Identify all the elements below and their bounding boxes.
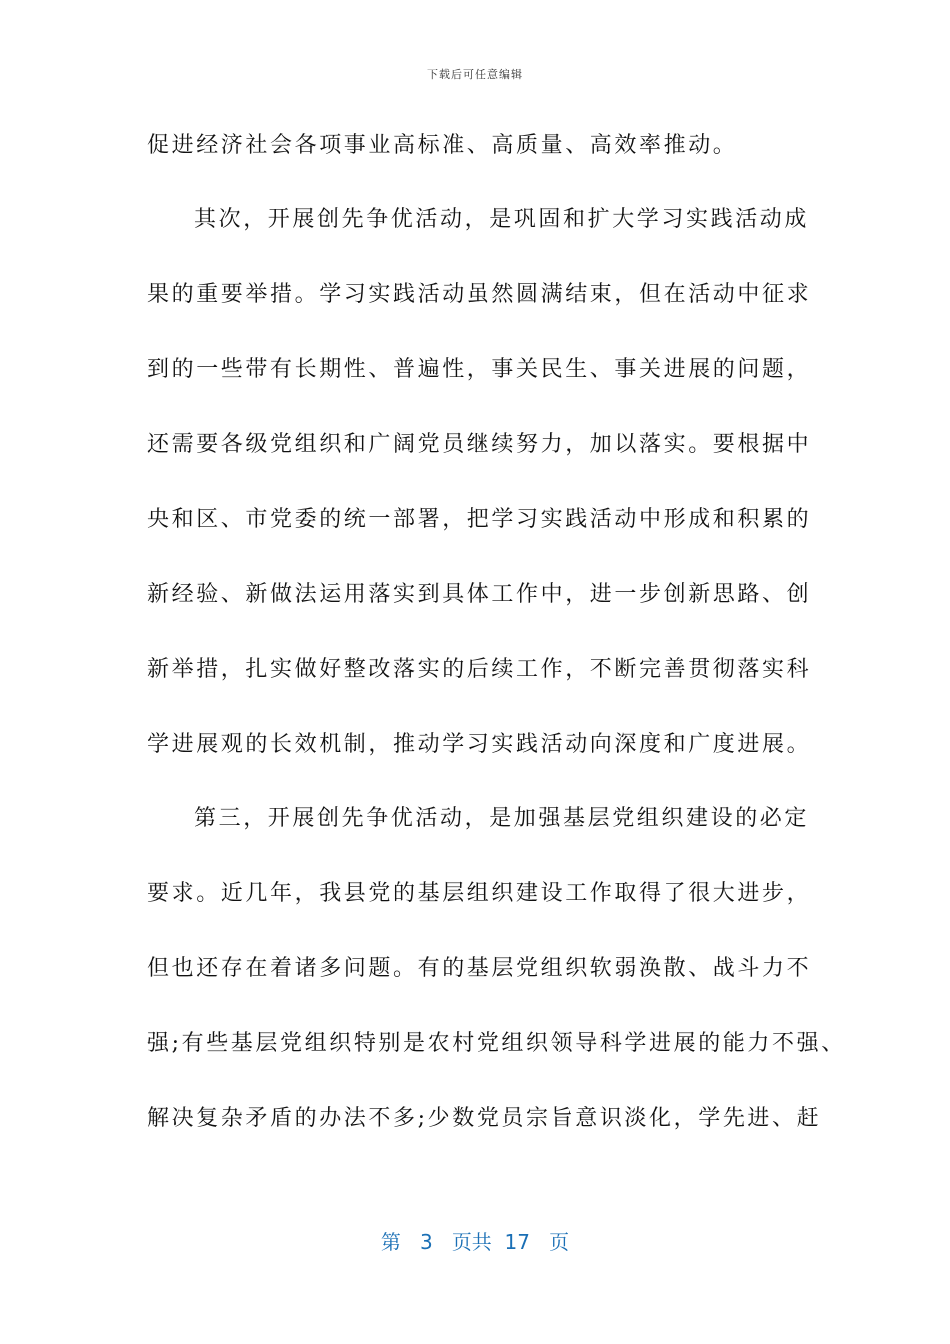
body-line: 学进展观的长效机制，推动学习实践活动向深度和广度进展。	[147, 732, 812, 757]
footer-suffix: 页	[549, 1230, 570, 1254]
body-line: 央和区、市党委的统一部署，把学习实践活动中形成和积累的	[147, 507, 812, 532]
paragraph-start-line: 第三，开展创先争优活动，是加强基层党组织建设的必定	[194, 806, 810, 831]
current-page-number: 3	[420, 1230, 433, 1254]
body-line: 果的重要举措。学习实践活动虽然圆满结束，但在活动中征求	[147, 282, 812, 307]
body-line: 强;有些基层党组织特别是农村党组织领导科学进展的能力不强、	[147, 1031, 846, 1056]
total-pages-number: 17	[504, 1230, 530, 1254]
footer-prefix: 第	[380, 1230, 401, 1254]
body-line: 还需要各级党组织和广阔党员继续努力，加以落实。要根据中	[147, 432, 812, 457]
paragraph-start-line: 其次，开展创先争优活动，是巩固和扩大学习实践活动成	[194, 207, 810, 232]
footer-middle: 页共	[451, 1230, 492, 1254]
body-line: 要求。近几年，我县党的基层组织建设工作取得了很大进步，	[147, 881, 812, 906]
body-line: 新举措，扎实做好整改落实的后续工作，不断完善贯彻落实科	[147, 657, 812, 682]
body-line: 到的一些带有长期性、普遍性，事关民生、事关进展的问题，	[147, 357, 812, 382]
body-line: 新经验、新做法运用落实到具体工作中，进一步创新思路、创	[147, 582, 812, 607]
page-header-note: 下载后可任意编辑	[427, 68, 523, 81]
body-line: 解决复杂矛盾的办法不多;少数党员宗旨意识淡化，学先进、赶	[147, 1106, 822, 1131]
body-line: 促进经济社会各项事业高标准、高质量、高效率推动。	[147, 133, 738, 158]
body-line: 但也还存在着诸多问题。有的基层党组织软弱涣散、战斗力不	[147, 956, 812, 981]
page-footer	[0, 1226, 950, 1255]
